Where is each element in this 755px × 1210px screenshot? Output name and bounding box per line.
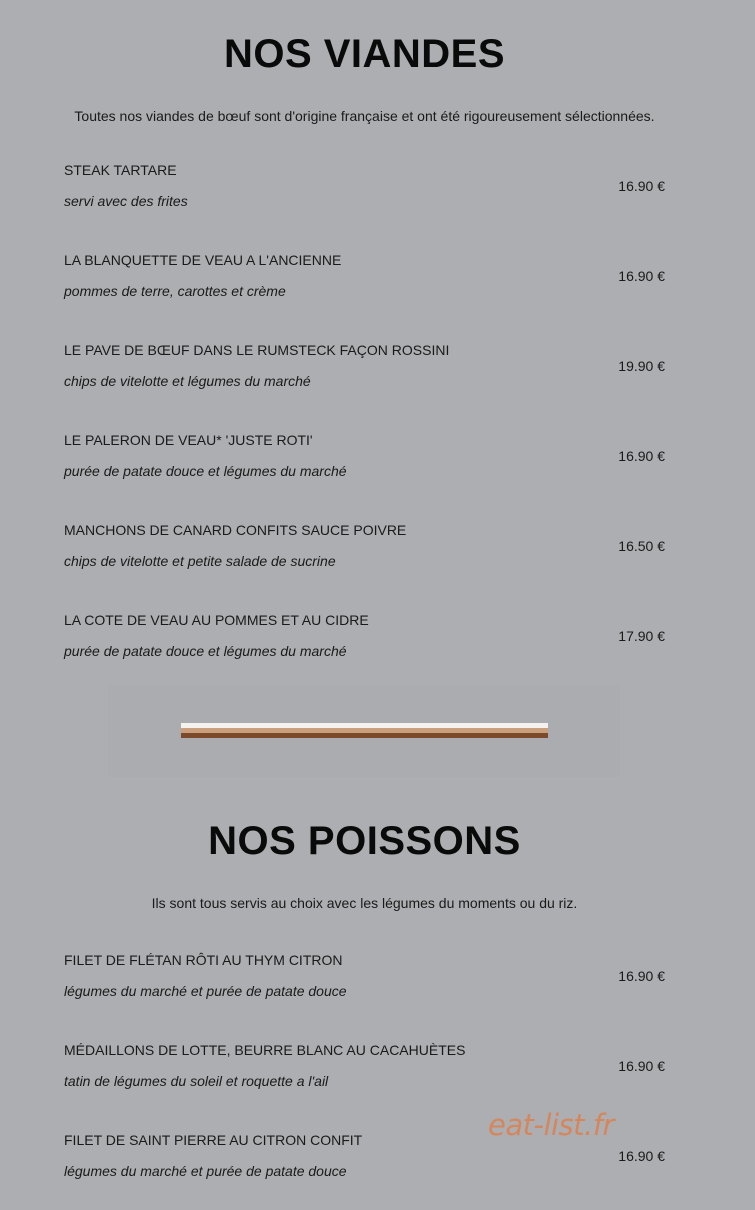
menu-item-description: légumes du marché et purée de patate douce <box>64 1163 347 1179</box>
menu-item-description: purée de patate douce et légumes du marché <box>64 643 347 659</box>
menu-item <box>64 612 665 672</box>
menu-item-name: LA BLANQUETTE DE VEAU A L'ANCIENNE <box>64 252 342 268</box>
menu-item-price: 16.90 € <box>618 178 665 194</box>
menu-item-price: 16.90 € <box>618 1058 665 1074</box>
meat-section-title: NOS VIANDES <box>223 32 506 76</box>
menu-item-name: LE PALERON DE VEAU* 'JUSTE ROTI' <box>64 432 313 448</box>
menu-item-price: 16.90 € <box>618 268 665 284</box>
menu-item-name: MÉDAILLONS DE LOTTE, BEURRE BLANC AU CACAHUÈTES <box>64 1042 466 1058</box>
menu-item-price: 16.90 € <box>618 968 665 984</box>
menu-item-name: FILET DE FLÉTAN RÔTI AU THYM CITRON <box>64 952 343 968</box>
menu-item-description: servi avec des frites <box>64 193 188 209</box>
watermark: eat-list.fr <box>488 1108 614 1142</box>
menu-item <box>64 522 665 582</box>
section-divider <box>108 685 620 777</box>
menu-item-description: chips de vitelotte et petite salade de sucrine <box>64 553 336 569</box>
menu-item-description: purée de patate douce et légumes du marché <box>64 463 347 479</box>
menu-item-name: STEAK TARTARE <box>64 162 177 178</box>
menu-item-description: pommes de terre, carottes et crème <box>64 283 286 299</box>
menu-item-description: tatin de légumes du soleil et roquette a l'ail <box>64 1073 329 1089</box>
menu-item-name: MANCHONS DE CANARD CONFITS SAUCE POIVRE <box>64 522 407 538</box>
menu-item <box>64 952 665 1012</box>
menu-item-description: légumes du marché et purée de patate douce <box>64 983 347 999</box>
meat-section-intro: Toutes nos viandes de bœuf sont d'origine française et ont été rigoureusement sélectionnées. <box>74 108 655 124</box>
menu-item-price: 16.90 € <box>618 1148 665 1164</box>
menu-item <box>64 252 665 312</box>
menu-item <box>64 432 665 492</box>
menu-item-description: chips de vitelotte et légumes du marché <box>64 373 311 389</box>
menu-item-name: LE PAVE DE BŒUF DANS LE RUMSTECK FAÇON ROSSINI <box>64 342 450 358</box>
menu-item <box>64 342 665 402</box>
menu-item <box>64 162 665 222</box>
menu-item-price: 19.90 € <box>618 358 665 374</box>
fish-section-title: NOS POISSONS <box>208 819 521 863</box>
menu-item-name: FILET DE SAINT PIERRE AU CITRON CONFIT <box>64 1132 363 1148</box>
menu-item <box>64 1042 665 1102</box>
fish-section-intro: Ils sont tous servis au choix avec les légumes du moments ou du riz. <box>151 895 578 911</box>
menu-item-name: LA COTE DE VEAU AU POMMES ET AU CIDRE <box>64 612 369 628</box>
menu-item-price: 16.90 € <box>618 448 665 464</box>
menu-item-price: 16.50 € <box>618 538 665 554</box>
divider-stripes <box>181 723 548 738</box>
menu-item-price: 17.90 € <box>618 628 665 644</box>
divider-stripe-brown <box>181 733 548 738</box>
